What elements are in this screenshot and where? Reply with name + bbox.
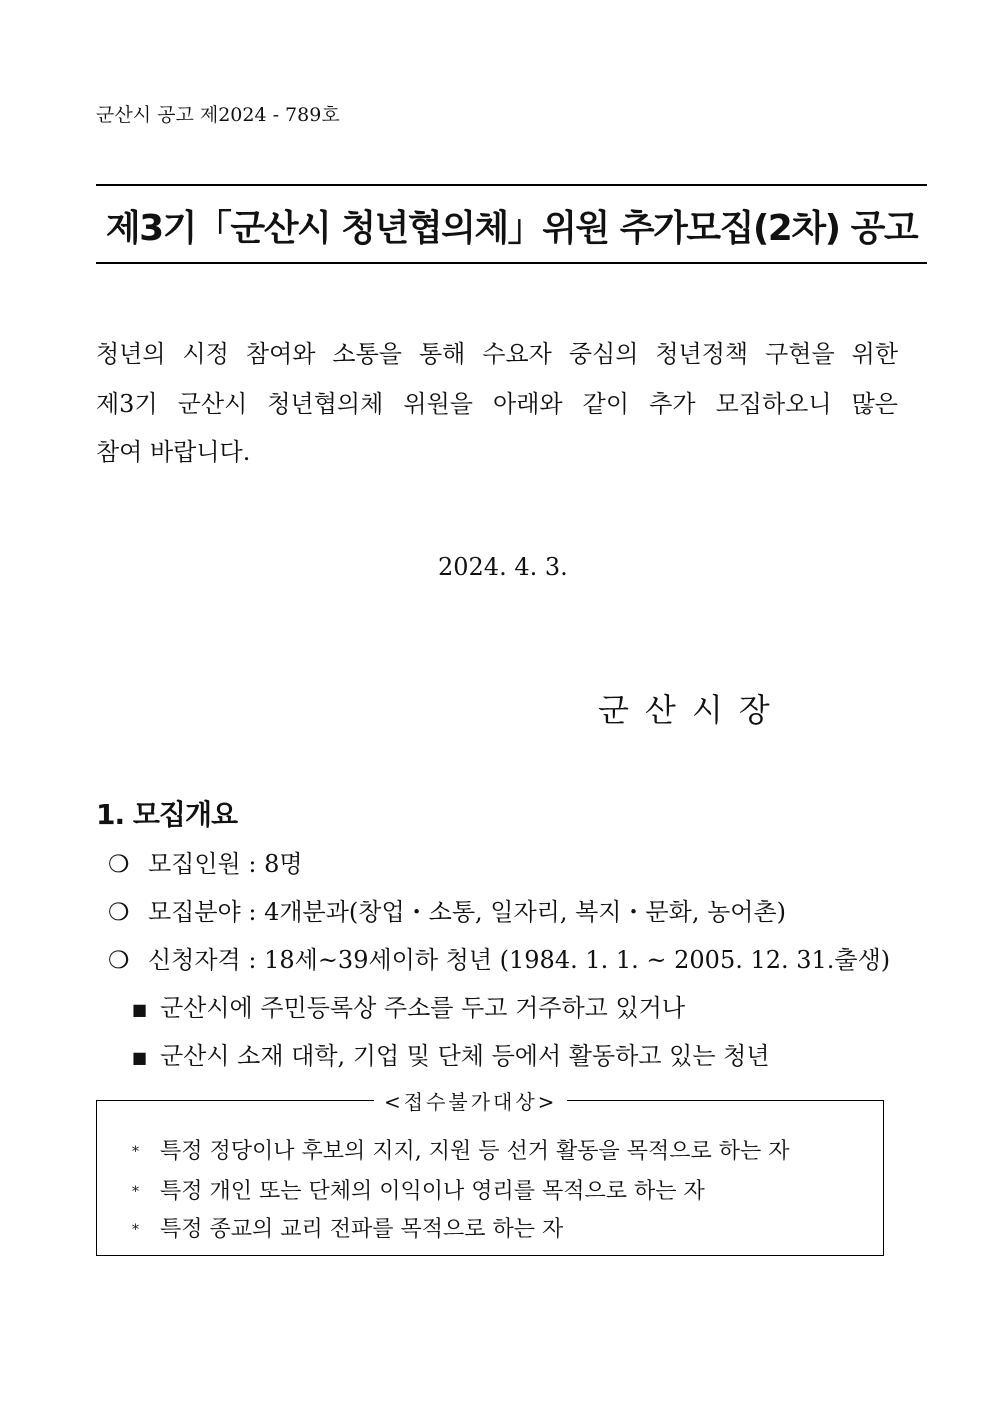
item-label: 모집분야: [148, 898, 241, 926]
sub-item-text: 군산시 소재 대학, 기업 및 단체 등에서 활동하고 있는 청년: [160, 1042, 770, 1070]
exclusion-item-text: 특정 종교의 교리 전파를 목적으로 하는 자: [160, 1217, 564, 1242]
title-top-rule: [96, 184, 927, 186]
section-heading: 1. 모집개요: [96, 798, 238, 831]
item-value: 4개분과(창업・소통, 일자리, 복지・문화, 농어촌): [264, 898, 786, 926]
exclusion-item-text: 특정 정당이나 후보의 지지, 지원 등 선거 활동을 목적으로 하는 자: [160, 1139, 790, 1164]
eligibility-item: [108, 940, 890, 975]
item-separator: :: [240, 946, 265, 974]
intro-line-1: 청년의 시정 참여와 소통을 통해 수요자 중심의 청년정책 구현을 위한: [96, 340, 898, 368]
circle-bullet-icon: ❍: [108, 898, 130, 926]
title-bottom-rule: [96, 262, 927, 264]
eligibility-sub-item: [132, 1036, 770, 1071]
circle-bullet-icon: ❍: [108, 946, 130, 974]
exclusion-title: <접수불가대상>: [374, 1086, 567, 1115]
recruit-field-item: [108, 892, 786, 927]
exclusion-item: [132, 1134, 789, 1165]
notice-date: 2024. 4. 3.: [438, 553, 568, 581]
recruit-count-item: [108, 844, 303, 879]
item-separator: :: [240, 850, 265, 878]
exclusion-item: [132, 1174, 705, 1205]
exclusion-item-text: 특정 개인 또는 단체의 이익이나 영리를 목적으로 하는 자: [160, 1179, 705, 1204]
exclusion-item: [132, 1212, 563, 1243]
signer: 군산시장: [598, 691, 786, 729]
sub-item-text: 군산시에 주민등록상 주소를 두고 거주하고 있거나: [160, 994, 686, 1022]
square-bullet-icon: ■: [132, 1000, 148, 1019]
intro-line-2: 제3기 군산시 청년협의체 위원을 아래와 같이 추가 모집하오니 많은: [96, 390, 898, 418]
item-value: 18세~39세이하 청년 (1984. 1. 1. ~ 2005. 12. 31.출생): [264, 946, 891, 974]
item-label: 신청자격: [148, 946, 241, 974]
asterisk-bullet-icon: *: [132, 1184, 139, 1200]
eligibility-sub-item: [132, 988, 685, 1023]
asterisk-bullet-icon: *: [132, 1144, 139, 1160]
notice-number: 군산시 공고 제2024 - 789호: [96, 104, 340, 126]
item-label: 모집인원: [148, 850, 241, 878]
asterisk-bullet-icon: *: [132, 1222, 139, 1238]
intro-line-3: 참여 바랍니다.: [96, 438, 251, 466]
item-value: 8명: [264, 850, 303, 878]
item-separator: :: [240, 898, 265, 926]
circle-bullet-icon: ❍: [108, 850, 130, 878]
square-bullet-icon: ■: [132, 1048, 148, 1067]
document-title: 제3기「군산시 청년협의체」위원 추가모집(2차) 공고: [105, 208, 918, 249]
